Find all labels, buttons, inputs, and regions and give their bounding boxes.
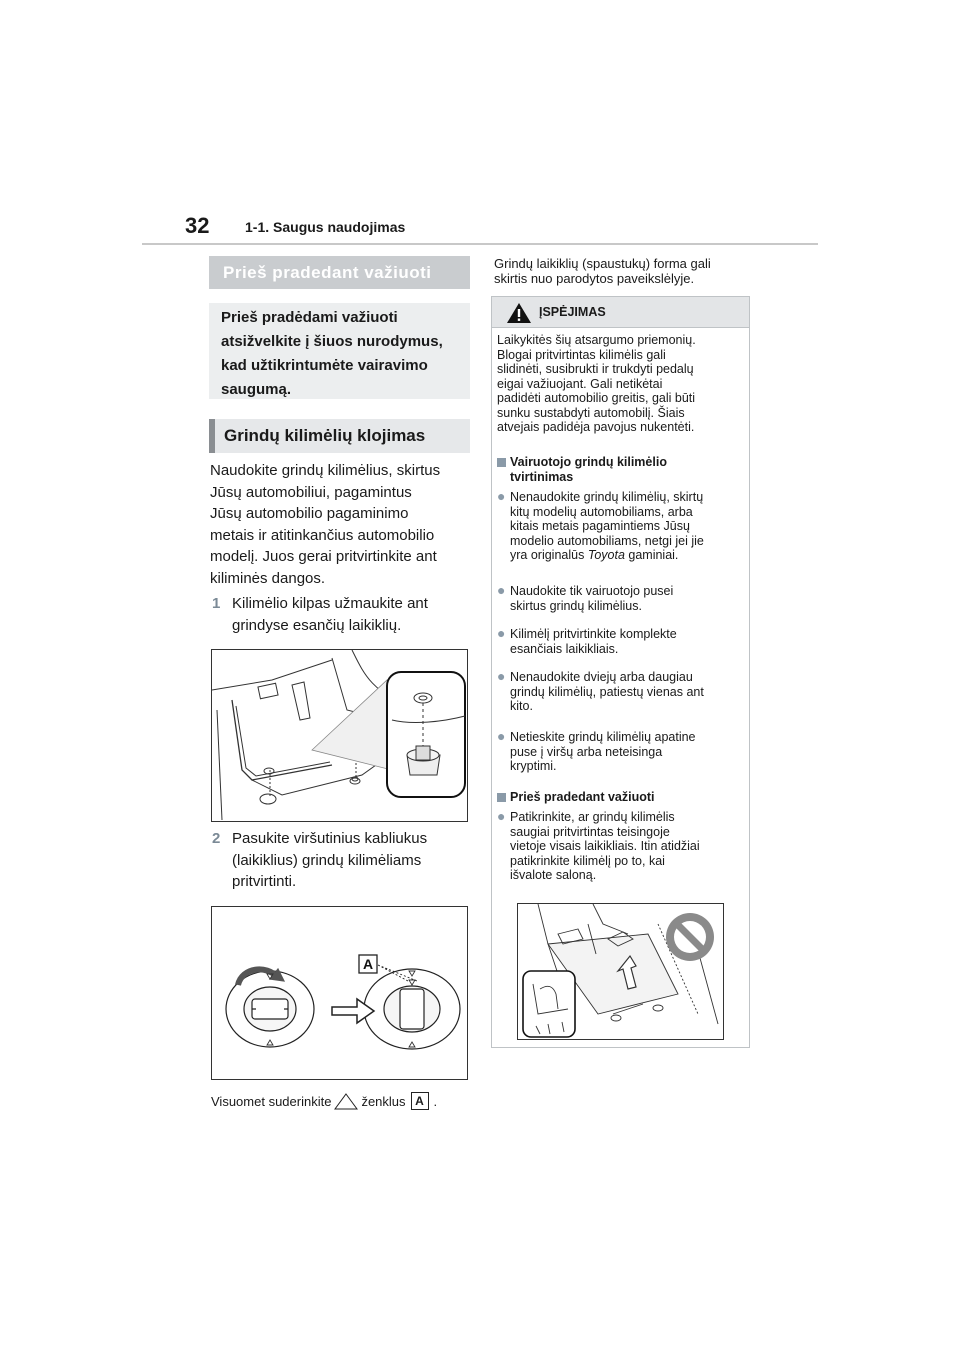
bullet-text: gaminiai. [624,548,679,562]
figure-caption [211,1092,437,1110]
paragraph-line: metais ir atitinkančius automobilio [210,526,435,544]
caption-text: ženklus [361,1093,406,1109]
step-line: pritvirtinti. [232,873,297,890]
intro-line: Prieš pradėdami važiuoti [221,309,398,326]
caption-label-box: A [411,1092,429,1110]
bullet-line: vietoje visais laikikliais. Itin atidžiai [510,839,700,853]
right-intro-line: Grindų laikiklių (spaustukų) forma gali [494,256,711,271]
intro-box [209,303,470,399]
bullet-dot-icon: ● [497,808,506,824]
warning-line: Laikykitės šių atsargumo priemonių. [497,333,696,347]
caption-text: Visuomet suderinkite [211,1093,332,1109]
bullet-line: Patikrinkite, ar grindų kilimėlis [510,810,675,824]
bullet-line [510,548,747,563]
bullet-dot-icon: ● [497,488,506,504]
prohibited-illustration [518,904,724,1040]
paragraph-line: kiliminės dangos. [210,569,326,587]
warning-bullet [497,730,747,774]
header-divider [142,243,818,245]
bullet-line: Naudokite tik vairuotojo pusei [510,584,674,598]
bullet-line: grindų kilimėlių, patiestų vienas ant [510,684,704,699]
step-number: 2 [212,830,221,847]
square-bullet-icon [497,793,506,802]
paragraph [210,460,472,589]
paragraph-line: Naudokite grindų kilimėlius, skirtus [210,462,441,479]
warning-icon [506,302,532,324]
subheading-line: Vairuotojo grindų kilimėlio [510,455,667,469]
warning-line: slidinėti, susibrukti ir trukdyti pedalų [497,362,694,376]
section-box-title: Prieš pradedant važiuoti [209,256,470,289]
intro-line: kad užtikrintumėte vairavimo [221,357,428,374]
step-2 [210,828,472,893]
bullet-line: modelio automobiliams, netgi jei jie [510,533,704,548]
hook-rotation-illustration [212,907,468,1080]
bullet-line: išvalote saloną. [510,868,597,882]
square-bullet-icon [497,458,506,467]
intro-line: atsižvelkite į šiuos nurodymus, [221,333,443,350]
bullet-line: kryptimi. [510,759,557,773]
bullet-dot-icon: ● [497,625,506,641]
bullet-dot-icon: ● [497,582,506,598]
warning-subheading [497,790,747,805]
warning-line: sunku sustabdyti automobilį. Šiais [497,405,685,420]
brand-name: Toyota [587,548,625,562]
section-title: 1-1. Saugus naudojimas [245,219,406,235]
warning-line: padidėti automobilio greitis, gali būti [497,391,696,405]
warning-line: Blogai pritvirtintas kilimėlis gali [497,347,666,362]
bullet-dot-icon: ● [497,668,506,684]
bullet-line: kito. [510,699,533,713]
bullet-line: Kilimėlį pritvirtinkite komplekte [510,627,677,641]
subsection-heading: Grindų kilimėlių klojimas [209,419,470,453]
bullet-line: Nenaudokite dviejų arba daugiau [510,670,693,684]
step-line: Pasukite viršutinius kabliukus [232,830,428,847]
bullet-line: patikrinkite kilimėlį po to, kai [510,853,665,868]
warning-bullet [497,670,747,714]
warning-bullet [497,810,747,883]
intro-line: saugumą. [221,381,292,398]
page-number: 32 [185,213,210,238]
warning-bullet [497,490,747,563]
triangle-mark-icon [333,1092,359,1110]
bullet-line: Nenaudokite grindų kilimėlių, skirtų [510,490,704,504]
right-intro-line: skirtis nuo parodytos paveikslėlyje. [494,270,695,286]
right-intro [494,257,754,286]
floor-mat-illustration [212,650,468,822]
bullet-line: skirtus grindų kilimėlius. [510,598,642,613]
bullet-line: kitų modelių automobiliams, arba [510,504,693,519]
step-line: grindyse esančių laikiklių. [232,616,402,634]
caption-text: . [433,1093,438,1109]
warning-bullet [497,627,747,656]
bullet-line: saugiai pritvirtintas teisingoje [510,824,670,839]
step-line: Kilimėlio kilpas užmaukite ant [232,595,428,612]
bullet-text: yra originalūs [510,548,588,562]
warning-subheading [497,455,747,484]
subheading-line: Prieš pradedant važiuoti [510,790,655,804]
floor-mat-figure [211,649,468,822]
bullet-line: puse į viršų arba neteisinga [510,744,663,759]
paragraph-line: modelį. Juos gerai pritvirtinkite ant [210,548,437,565]
bullet-line: kitais metais pagamintiems Jūsų [510,519,690,533]
hook-rotation-figure [211,906,468,1080]
step-number: 1 [212,595,221,612]
subheading-line: tvirtinimas [510,469,574,484]
bullet-line: esančiais laikikliais. [510,641,619,656]
warning-bullet [497,584,747,613]
bullet-line: Netieskite grindų kilimėlių apatine [510,730,696,744]
paragraph-line: Jūsų automobiliui, pagamintus [210,483,412,501]
paragraph-line: Jūsų automobilio pagaminimo [210,505,409,522]
warning-intro [497,333,747,435]
warning-line: eigai važiuojant. Gali netikėtai [497,376,663,391]
step-line: (laikiklius) grindų kilimėliams [232,851,422,869]
bullet-dot-icon: ● [497,728,506,744]
prohibited-sign-icon [666,913,714,961]
warning-title: ĮSPĖJIMAS [539,305,606,319]
step-1 [210,593,472,636]
figure-label-a: A [362,956,374,972]
warning-line: atvejais padidėja pavojus nukentėti. [497,420,695,434]
prohibited-figure [517,903,724,1040]
